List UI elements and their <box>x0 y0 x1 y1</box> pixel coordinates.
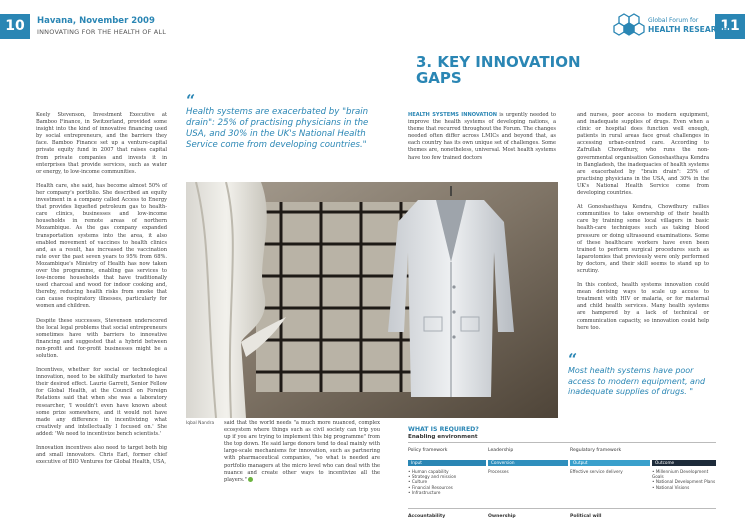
middle-column <box>408 112 556 162</box>
list-item: • Culture <box>408 479 428 485</box>
left-paragraph: Despite these successes, Stevenson underscored the local legal problems that social entrepreneurs sometimes have with barriers to innovative financing and suggested that a hybrid between non-profit and for-profit businesses might be a solution. <box>36 317 167 359</box>
logo-line2: HEALTH RESEARCH <box>648 25 729 34</box>
list-item: • Millennium Development Goals <box>652 469 709 480</box>
list-item: • Strategy and mission <box>408 474 457 480</box>
diagram-divider <box>408 442 716 443</box>
quote-mark-icon: “ <box>568 350 578 369</box>
bottom-middle-text: said that the world needs "a much more nuanced, complex ecosystem where things such as civil society can trip you up if you are trying to implement this big programme" from the top down. He said large donors tend to deal mainly with large-scale mechanisms for innovation, such as partnering with pharmaceutical companies, "so what is needed are portfolio managers at the micro level who can deal with the nuance and create other ways to incentivize all the players." <box>224 420 380 483</box>
list-item: • National Development Plans <box>652 479 716 485</box>
header-date: Havana, November 2009 <box>37 16 155 26</box>
accountability-label: Accountability <box>408 514 446 519</box>
right-paragraph: and nurses, poor access to modern equipment, and inadequate supplies of drugs. Even when a clinic or hospital does function well enough, patients in rural areas face great challenges in accessing urban-centred care. According to Zafrullah Chowdhury, who runs the non-governmental organisation Gonoshasthaya Kendra in Bangladesh, the inadequacies of health systems are exacerbated by "brain drain": 25% of practising physicians in the USA, and 30% in the UK's National Health Service come from developing countries. <box>577 112 709 197</box>
output-items <box>570 469 650 474</box>
conversion-items <box>488 469 568 474</box>
end-bullet-icon <box>248 477 253 482</box>
right-page-number: 11 <box>715 14 745 39</box>
pull-quote-2: Most health systems have poor access to modern equipment, and inadequate supplies of drugs. " <box>568 366 706 396</box>
left-paragraph: Incentives, whether for social or technological innovation, need to be skilfully marketed to have their desired effect. Laurie Garrett, Senior Fellow for Global Health, at the Council on Foreign Relations said that when she was a laboratory researcher, 'I wouldn't even have known about some prize somewhere, and it would not have made any difference in incentivizing what creatively and intellectually I focused on.' She added: 'We need to incentivize bench scientists.' <box>36 367 167 437</box>
policy-framework-label: Policy framework <box>408 448 448 453</box>
diagram-title: WHAT IS REQUIRED? <box>408 426 479 433</box>
list-item: Effective service delivery <box>570 469 623 474</box>
regulatory-framework-label: Regulatory framework <box>570 448 622 453</box>
list-item: • Financial Resources <box>408 484 453 490</box>
left-column <box>36 112 167 473</box>
diagram-divider <box>408 508 716 509</box>
outcome-items <box>652 469 718 490</box>
input-items <box>408 469 486 495</box>
list-item: • Infrastructure <box>408 489 441 495</box>
lead-text: is urgently needed to improve the health systems of developing nations, a theme that recurred throughout the Forum. The changes needed often differ across LMICs and beyond that, as each country has its own unique set of challenges. Some themes are, nonetheless, universal. Most health systems have too few trained doctors <box>408 112 556 161</box>
input-bar: Input <box>408 460 486 466</box>
photo-credit: Iqbal Nandra <box>186 421 215 426</box>
lead-heading: HEALTH SYSTEMS INNOVATION <box>408 112 498 118</box>
section-title-line1: 3. KEY INNOVATION <box>416 53 581 71</box>
logo-hexagons-icon <box>612 8 648 44</box>
quote-mark-icon: “ <box>186 91 196 110</box>
outcome-bar: Outcome <box>652 460 716 466</box>
right-paragraph: At Gonoshasthaya Kendra, Chowdhury rallies communities to take ownership of their health care by training some local villagers in basic health-care techniques such as taking blood pressure or doing ultrasound examinations. Some of these healthcare workers have even been trained to perform surgical procedures such as laparotomies that previously were only performed by doctors, and their skill seems to stand up to scrutiny. <box>577 204 709 274</box>
logo-line1: Global Forum for <box>648 17 699 24</box>
header-tagline: INNOVATING FOR THE HEALTH OF ALL <box>37 28 167 36</box>
pull-quote-1: Health systems are exacerbated by "brain drain": 25% of practising physicians in the USA, and 30% in the UK's National Health Service come from developing countries." <box>186 107 369 150</box>
list-item: • National Visions <box>652 484 690 490</box>
left-paragraph: Innovation incentives also need to target both big and small innovators. Chris Earl, former chief executive of BIO Ventures for Global Health, USA, <box>36 445 167 466</box>
output-bar: Output <box>570 460 650 466</box>
left-page-number: 10 <box>0 14 30 39</box>
political-will-label: Political will <box>570 514 602 519</box>
right-paragraph: In this context, health systems innovation could mean devising ways to scale up access to treatment with HIV or malaria, or for maternal and child health services. Many health systems are hampered by a lack of technical or communication capacity, so innovation could help here too. <box>577 282 709 331</box>
list-item: • Human capability <box>408 469 449 474</box>
section-title-line2: GAPS <box>416 69 462 87</box>
leadership-label: Leadership <box>488 448 514 453</box>
list-item: Processes <box>488 469 509 474</box>
photo-lab-coat <box>186 182 558 418</box>
diagram-subtitle: Enabling environment <box>408 434 478 440</box>
left-paragraph: Health care, she said, has become almost 50% of her company's portfolio. She described an equity investment in a company called Access to Energy that provides liquefied petroleum gas to health-care clinics, businesses and low-income households in remote areas of northern Mozambique. As the gas company expanded transportation systems into the area, it also enabled movement of vaccines to health clinics and, as a result, has increased the vaccination rate over the past seven years to 95% from 68%. Mozambique's Ministry of Health has now taken over the programme, enabling gas services to low-income households that have traditionally used charcoal and wood for indoor cooking and, thereby, reducing health risks from smoke that can cause respiratory illnesses, particularly for women and children. <box>36 182 167 310</box>
conversion-bar: Conversion <box>488 460 568 466</box>
bottom-middle-column <box>224 420 380 484</box>
ownership-label: Ownership <box>488 514 516 519</box>
left-paragraph: Keely Stevenson, Investment Executive at Bamboo Finance, in Switzerland, provided some insight into the kind of innovative financing used by social entrepreneurs, and the barriers they face. Bamboo Finance set up a venture-capital private equity fund in 2007 that raises capital from private companies and invests it in enterprises that provide services, such as water or energy, to low-income communities. <box>36 112 167 175</box>
right-column <box>577 112 709 339</box>
what-is-required-diagram <box>408 426 718 524</box>
